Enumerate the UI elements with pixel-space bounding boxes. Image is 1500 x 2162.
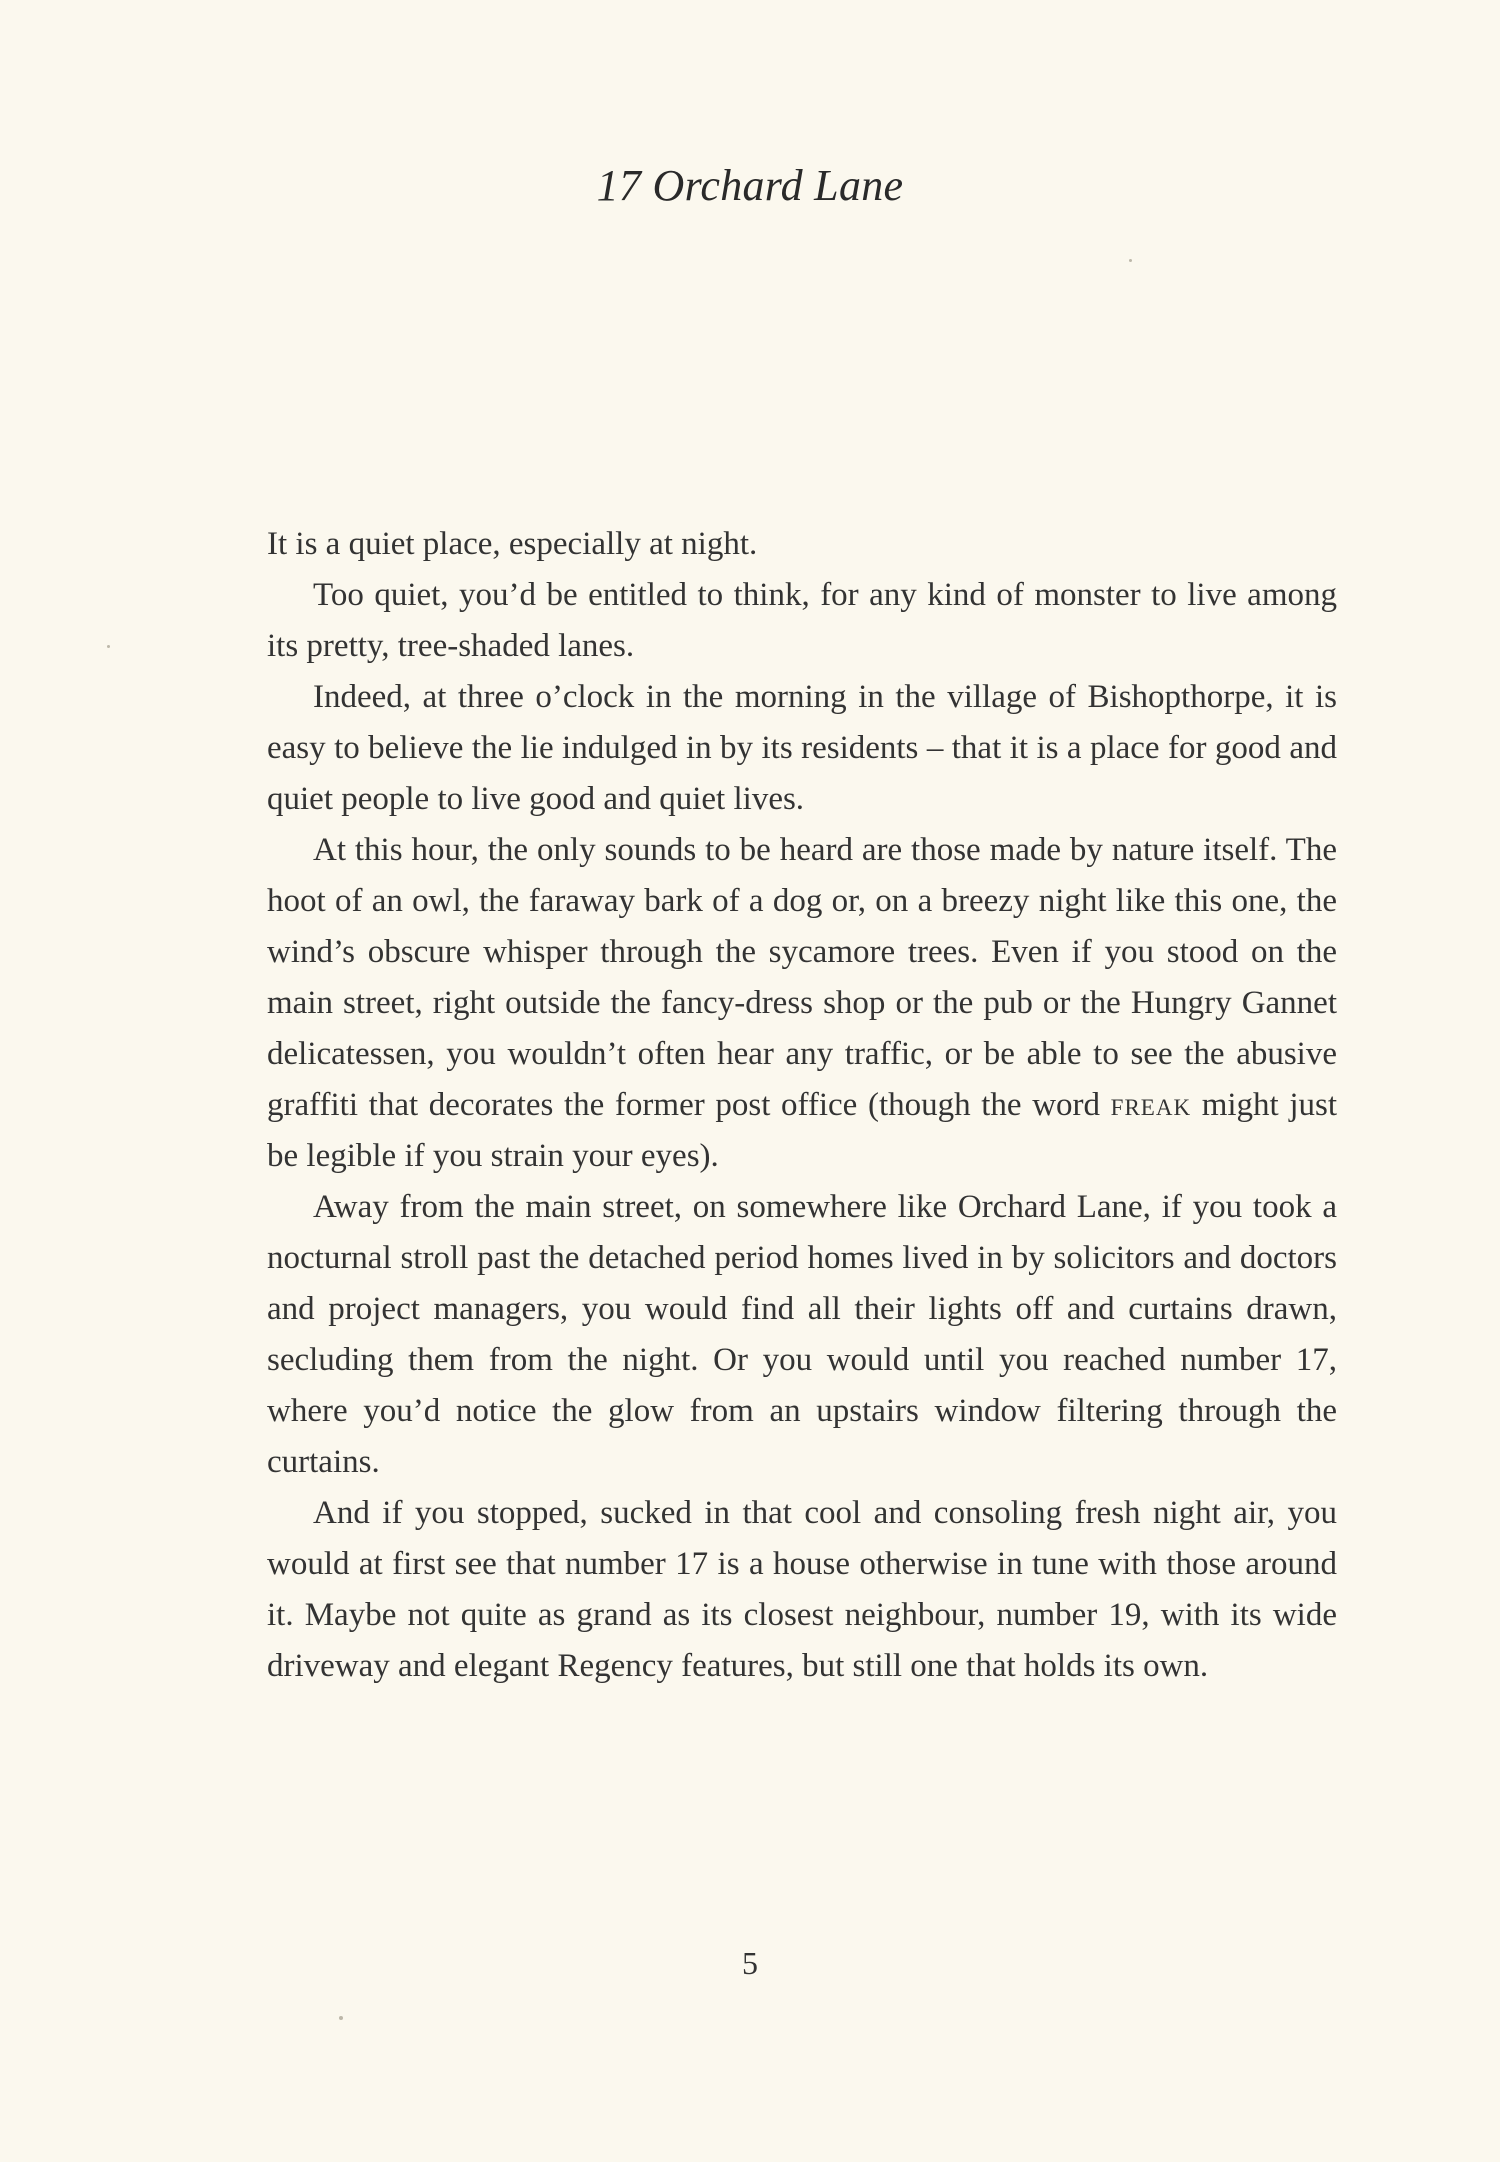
paragraph-4 <box>267 825 1337 1182</box>
paragraph-5: Away from the main street, on somewhere like Orchard Lane, if you took a nocturnal stroll past the detached period homes lived in by solicitors and doctors and project managers, you would find all their lights off and curtains drawn, secluding them from the night. Or you would until you reached number 17, where you’d notice the glow from an upstairs window filtering through the curtains. <box>267 1189 1337 1480</box>
paragraph-2: Too quiet, you’d be entitled to think, for any kind of monster to live among its pretty, tree-shaded lanes. <box>267 577 1337 664</box>
graffiti-word: freak <box>1110 1087 1192 1123</box>
paragraph-3: Indeed, at three o’clock in the morning in the village of Bishopthorpe, it is easy to believe the lie indulged in by its residents – that it is a place for good and quiet people to live good and quiet lives. <box>267 679 1337 817</box>
paragraph-4-text-end: might just be legible if you strain your eyes). <box>267 1087 1338 1174</box>
paper-speck <box>1129 259 1132 262</box>
chapter-title: 17 Orchard Lane <box>596 161 904 210</box>
paper-speck <box>107 645 110 648</box>
body-text <box>267 519 1337 1692</box>
paragraph-6: And if you stopped, sucked in that cool and consoling fresh night air, you would at first see that number 17 is a house otherwise in tune with those around it. Maybe not quite as grand as its closest neighbour, number 19, with its wide driveway and elegant Regency features, but still one that holds its own. <box>267 1495 1337 1684</box>
paper-speck <box>339 2016 343 2020</box>
paragraph-4-text: At this hour, the only sounds to be heard are those made by nature itself. The hoot of an owl, the faraway bark of a dog or, on a breezy night like this one, the wind’s obscure whisper through the sycamore trees. Even if you stood on the main street, right outside the fancy-dress shop or the pub or the Hungry Gannet delicatessen, you wouldn’t often hear any traffic, or be able to see the abusive graffiti that decorates the former post office (though the word <box>267 832 1337 1123</box>
paragraph-1: It is a quiet place, especially at night. <box>267 526 758 562</box>
page-number: 5 <box>742 1945 758 1981</box>
